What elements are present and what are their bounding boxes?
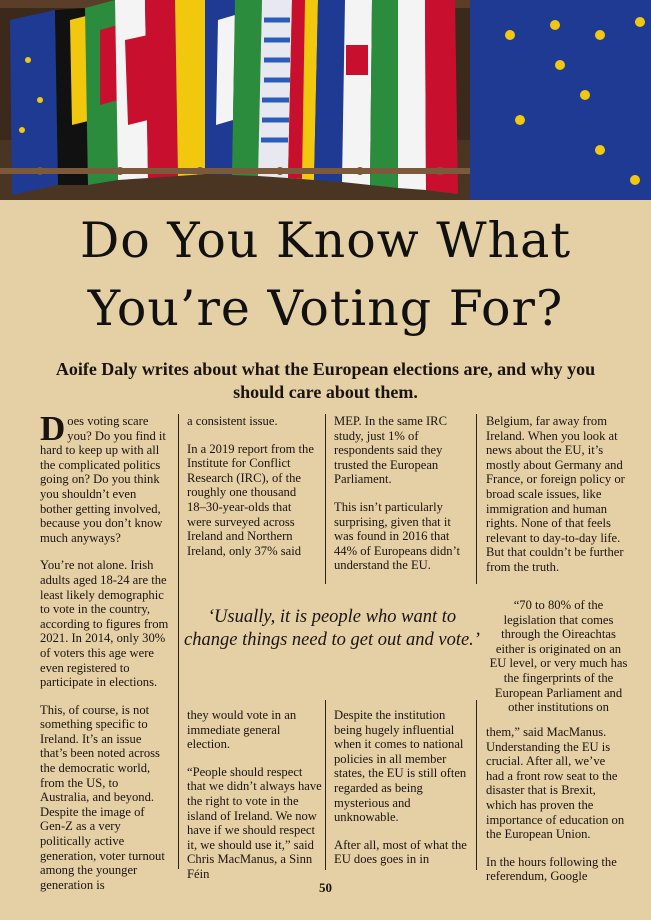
standfirst: [40, 358, 611, 404]
column-3-bottom: [334, 708, 472, 880]
column-2-top: [187, 414, 317, 571]
col1-paragraph-2: You’re not alone. Irish adults aged 18-24 are the least likely demographic to vote in the country, according to figures from 2021. In 2014, only 30% of voters this age were even registered to participate in elections.: [40, 558, 169, 690]
col3-paragraph-1: MEP. In the same IRC study, just 1% of respondents said they trusted the European Parliament.: [334, 414, 447, 487]
col4-paragraph-2: them,” said MacManus. Understanding the EU is crucial. After all, we’ve had a front row seat to the disaster that is Brexit, which has proven the importance of education on the European Union.: [486, 725, 625, 842]
column-4-bottom: [486, 725, 626, 897]
column-divider: [476, 700, 477, 870]
drop-cap: D: [40, 409, 66, 448]
author-name: Aoife Daly: [55, 359, 138, 379]
column-4-quote: “70 to 80% of the legislation that comes through the Oireachtas either is originated on an EU level, or very much has the fingerprints of the European Parliament and other institutions on: [489, 598, 628, 715]
pull-quote: ‘Usually, it is people who want to change things need to get out and vote.’: [184, 607, 480, 650]
col1-paragraph-3: This, of course, is not something specific to Ireland. It’s an issue that’s been noted across the democratic world, from the US, to Australia, and beyond. Despite the image of Gen-Z as a very politically active generation, voter turnout among the younger generation is: [40, 702, 165, 892]
col4-paragraph-1: Belgium, far away from Ireland. When you look at news about the EU, it’s mostly about Germany and France, or foreign policy or broad scale issues, like immigration and human rights. None of that feels relevant to day-to-day life. But that couldn’t be further from the truth.: [486, 414, 625, 574]
col3-paragraph-2: This isn’t particularly surprising, given that it was found in 2016 that 44% of Europeans didn’t understand the EU.: [334, 499, 461, 573]
hero-image-flags: [0, 0, 651, 200]
column-divider: [476, 414, 477, 584]
column-2-bottom: [187, 708, 322, 895]
col2-paragraph-2: In a 2019 report from the Institute for Conflict Research (IRC), of the roughly one thousand 18–30-year-olds that were surveyed across Ireland and Northern Ireland, only 37% said: [187, 441, 314, 558]
flags-illustration: [0, 0, 651, 200]
standfirst-text: writes about what the European elections are, and why you should care about them.: [137, 359, 596, 402]
col2-paragraph-3: they would vote in an immediate general election.: [187, 708, 297, 752]
column-3-top: [334, 414, 469, 586]
article-title-line-1: Do You Know What: [79, 212, 572, 269]
column-divider: [325, 414, 326, 584]
column-divider: [325, 700, 326, 870]
col3-paragraph-3: Despite the institution being hugely influential when it comes to national policies in all member states, the EU is still often regarded as being mysterious and unknowable.: [334, 708, 467, 825]
col2-paragraph-4: “People should respect that we didn’t always have the right to vote in the island of Ireland. We now have if we should respect it, we should use it,” said Chris MacManus, a Sinn Féin: [187, 764, 322, 881]
col2-paragraph-1: a consistent issue.: [187, 414, 278, 428]
column-4-top: [486, 414, 626, 588]
col3-paragraph-4: After all, most of what the EU does goes in in: [334, 837, 467, 867]
col4-paragraph-3: In the hours following the referendum, Google: [486, 854, 617, 884]
column-1: [40, 409, 170, 905]
article-title-line-2: You’re Voting For?: [87, 280, 564, 337]
col1-paragraph-1: oes voting scare you? Do you find it hard to keep up with all the complicated politics going on? Do you think you shouldn’t even bother getting involved, because you don’t know much anyways?: [40, 414, 166, 545]
page-number: 50: [319, 880, 332, 895]
column-divider: [178, 414, 179, 869]
